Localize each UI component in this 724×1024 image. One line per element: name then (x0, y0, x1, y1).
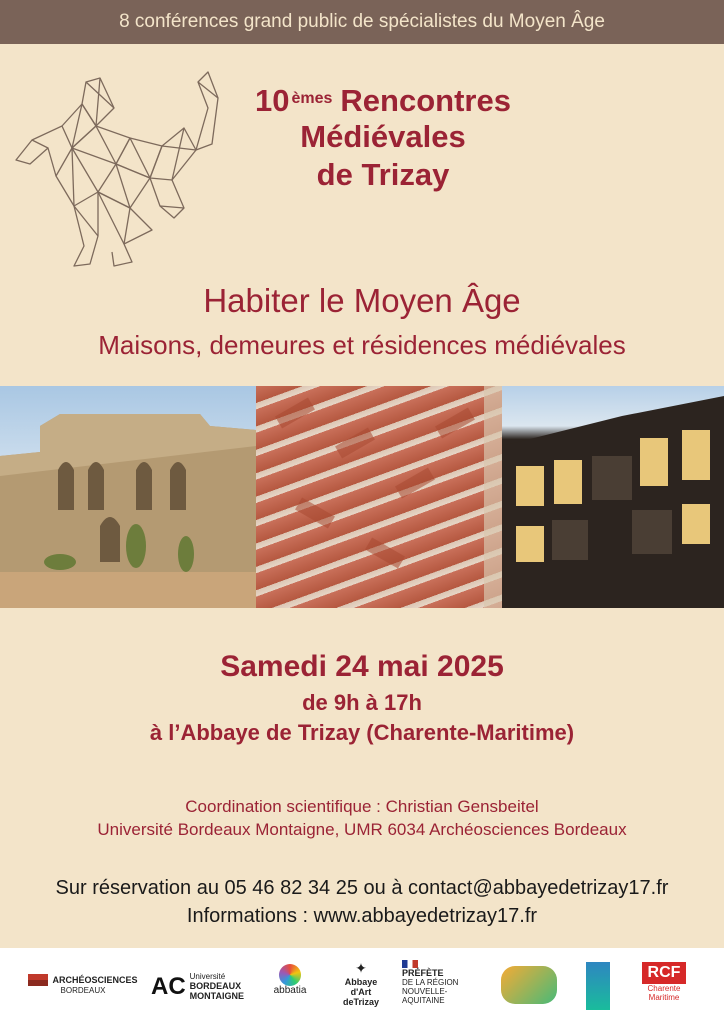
logo-trizay (584, 962, 612, 1010)
photo-brick-wall (256, 386, 502, 608)
photo-half-timbered-house (502, 386, 724, 608)
logo-abbatia: abbatia (262, 964, 318, 995)
rcf-icon: RCF (642, 962, 687, 984)
event-date: Samedi 24 mai 2025 (220, 650, 504, 683)
theme-title: Habiter le Moyen Âge (203, 282, 521, 319)
title-line-2: Médiévales (300, 119, 466, 154)
archeosciences-icon (28, 974, 48, 986)
ubm-icon: AC (150, 972, 186, 1000)
reservation-info: Sur réservation au 05 46 82 34 25 ou à contact@abbayedetrizay17.fr (55, 877, 669, 899)
abbatia-icon (279, 964, 301, 986)
half-timbered-drawing (502, 386, 724, 608)
partner-logos-bar (0, 948, 724, 1024)
geometric-cat-illustration (12, 68, 222, 273)
saintonge-icon (501, 966, 557, 1004)
brick-wall-drawing (256, 386, 502, 608)
logo-rcf-charente-maritime: RCF Charente Maritime (636, 962, 692, 1002)
logo-prefete-region: PRÉFÈTE DE LA RÉGION NOUVELLE-AQUITAINE (402, 960, 488, 1005)
edition-number: 10 (255, 83, 290, 118)
website-info: Informations : www.abbayedetrizay17.fr (186, 905, 538, 927)
logo-abbaye-art-trizay: ✦ Abbaye d'Art deTrizay (342, 960, 380, 1007)
top-banner (0, 0, 724, 44)
top-banner-text: 8 conférences grand public de spécialistes du Moyen Âge (119, 11, 605, 32)
title-line-1 (218, 84, 548, 118)
edition-suffix: èmes (291, 90, 333, 107)
event-time: de 9h à 17h (302, 690, 422, 715)
logo-coeur-de-saintonge (498, 966, 560, 1004)
marianne-icon (402, 960, 418, 968)
event-title (218, 84, 548, 194)
logo-archeosciences: ARCHÉOSCIENCES BORDEAUX (28, 974, 138, 995)
title-word-rencontres: Rencontres (340, 83, 511, 118)
theme-subtitle: Maisons, demeures et résidences médiévales (98, 330, 626, 360)
abbey-ruins-drawing (0, 386, 256, 608)
cat-icon: ✦ (355, 960, 367, 976)
title-line-3: de Trizay (316, 157, 450, 192)
photo-strip (0, 386, 724, 608)
logo-universite-bordeaux-montaigne: AC Université BORDEAUX MONTAIGNE (150, 972, 244, 1001)
trizay-icon (586, 962, 610, 1010)
scientific-coordination: Coordination scientifique : Christian Gensbeitel (185, 797, 539, 816)
photo-abbey-ruins (0, 386, 256, 608)
university-affiliation: Université Bordeaux Montaigne, UMR 6034 Archéosciences Bordeaux (97, 820, 627, 839)
event-place: à l’Abbaye de Trizay (Charente-Maritime) (149, 720, 575, 745)
